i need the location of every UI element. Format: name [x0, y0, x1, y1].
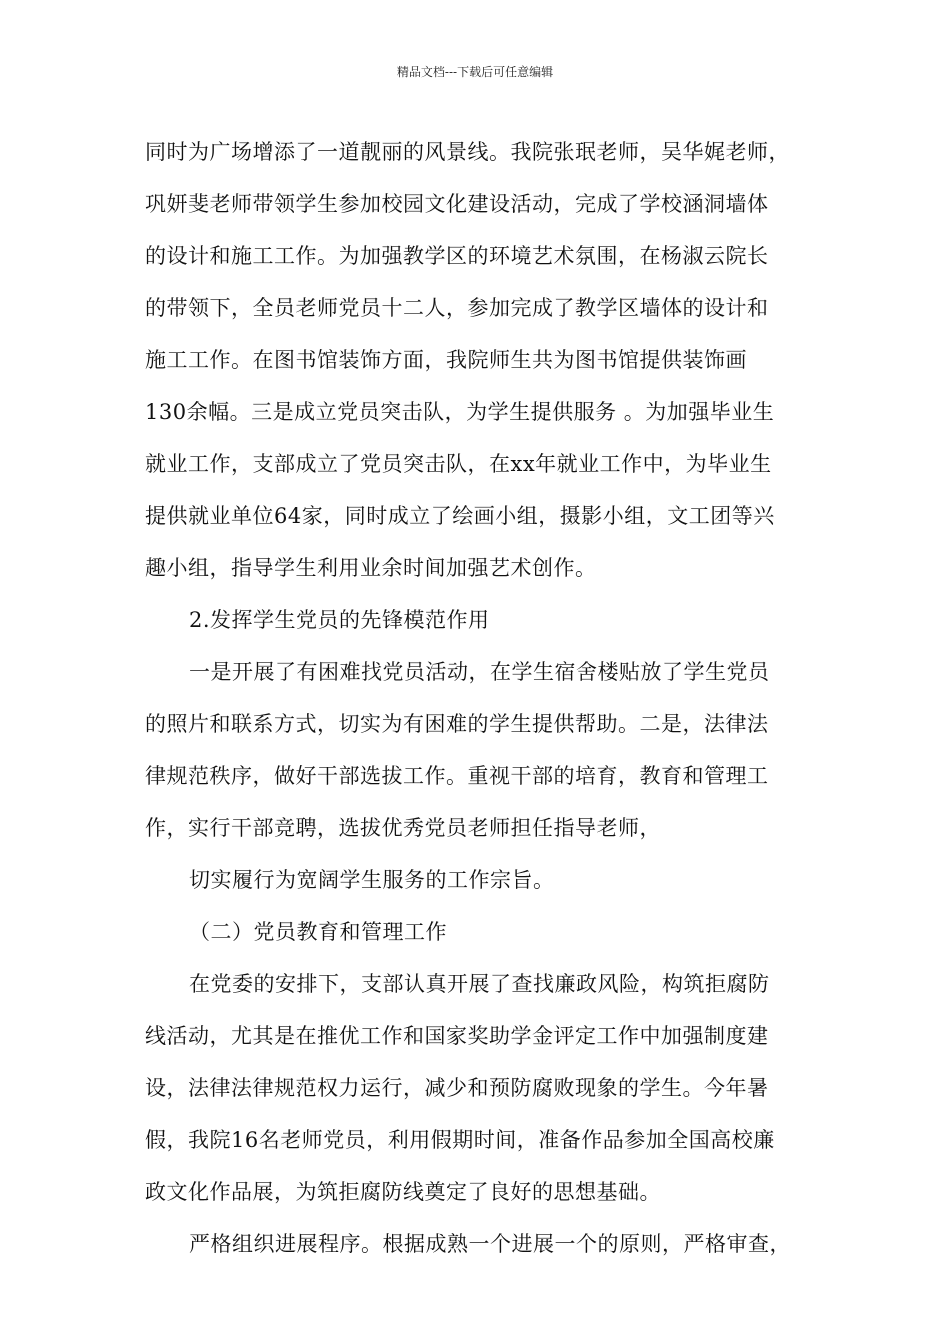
section-heading: （二）党员教育和管理工作 [189, 920, 447, 944]
paragraph-first-line: 切实履行为宽阔学生服务的工作宗旨。 [189, 868, 555, 892]
text-line: 的照片和联系方式，切实为有困难的学生提供帮助。二是，法律法 [145, 712, 769, 736]
paragraph-first-line: 在党委的安排下，支部认真开展了查找廉政风险，构筑拒腐防 [189, 972, 770, 996]
text-line: 作，实行干部竞聘，选拔优秀党员老师担任指导老师， [145, 816, 661, 840]
text-line: 巩妍斐老师带领学生参加校园文化建设活动，完成了学校涵洞墙体 [145, 192, 769, 216]
section-heading: 2.发挥学生党员的先锋模范作用 [189, 608, 490, 632]
text-line: 设，法律法律规范权力运行，减少和预防腐败现象的学生。今年暑 [145, 1076, 769, 1100]
text-line: 政文化作品展，为筑拒腐防线奠定了良好的思想基础。 [145, 1180, 661, 1204]
text-line: 线活动，尤其是在推优工作和国家奖助学金评定工作中加强制度建 [145, 1024, 769, 1048]
document-body [145, 126, 825, 1270]
paragraph-first-line: 一是开展了有困难找党员活动，在学生宿舍楼贴放了学生党员 [189, 660, 770, 684]
text-line: 同时为广场增添了一道靓丽的风景线。我院张珉老师，吴华娓老师， [145, 140, 790, 164]
text-line: 的带领下，全员老师党员十二人，参加完成了教学区墙体的设计和 [145, 296, 769, 320]
text-line: 的设计和施工工作。为加强教学区的环境艺术氛围，在杨淑云院长 [145, 244, 769, 268]
text-line: 趣小组，指导学生利用业余时间加强艺术创作。 [145, 556, 597, 580]
text-line: 施工工作。在图书馆装饰方面，我院师生共为图书馆提供装饰画 [145, 348, 747, 372]
text-line: 律规范秩序，做好干部选拔工作。重视干部的培育，教育和管理工 [145, 764, 769, 788]
text-line: 提供就业单位64家，同时成立了绘画小组，摄影小组，文工团等兴 [145, 504, 775, 528]
text-line: 假，我院16名老师党员，利用假期时间，准备作品参加全国高校廉 [145, 1128, 775, 1152]
paragraph-first-line: 严格组织进展程序。根据成熟一个进展一个的原则，严格审查， [189, 1232, 791, 1256]
text-line: 就业工作，支部成立了党员突击队，在xx年就业工作中，为毕业生 [145, 452, 772, 476]
text-line: 130余幅。三是成立党员突击队，为学生提供服务 。为加强毕业生 [145, 400, 775, 424]
page-header: 精品文档---下载后可任意编辑 [396, 65, 554, 79]
